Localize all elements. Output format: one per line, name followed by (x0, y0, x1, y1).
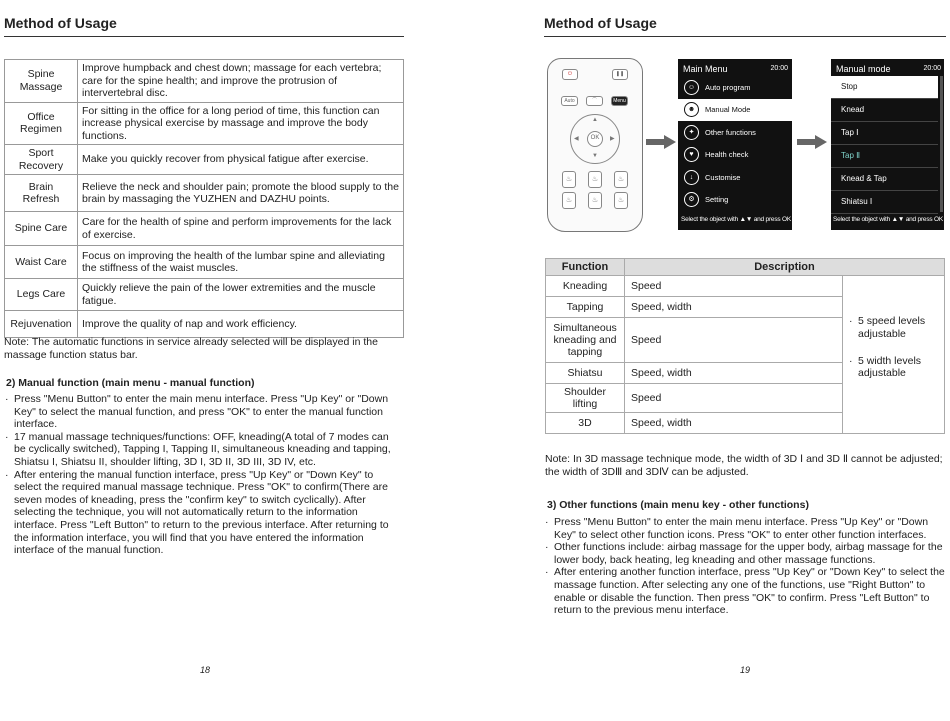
menu-item (678, 121, 792, 144)
shortcut-button: ♨ (588, 171, 602, 188)
manual-mode-list (831, 76, 938, 214)
program-description: Relieve the neck and shoulder pain; promote the blood supply to the brain by massaging the YUZHEN and DAZHU points. (78, 175, 404, 212)
right-heading-rule (544, 36, 946, 37)
description-cell: Speed, width (625, 413, 843, 434)
left-page-heading: Method of Usage (4, 15, 117, 31)
program-description: For sitting in the office for a long period of time, this function can increase physical exercise by massage and improve the body functions. (78, 102, 404, 145)
auto-button: Auto (561, 96, 578, 106)
function-cell: Shoulder lifting (546, 384, 625, 413)
screen-title: Manual mode (836, 64, 891, 74)
pause-button: ❚❚ (612, 69, 628, 80)
function-cell: Tapping (546, 297, 625, 318)
section2-bullet: · 17 manual massage techniques/functions: OFF, kneading(A total of 7 modes can be cyclically switched), Tapping I, Tapping II, simultaneous kneading and tapping, Shiatsu I, Shiatsu II, shoulder lifting, 3D I, 3D II, 3D III, 3D IV, etc. (5, 431, 400, 469)
table-row (5, 279, 404, 311)
right-note: Note: In 3D massage technique mode, the width of 3D Ⅰ and 3D Ⅱ cannot be adjusted; the width of 3DⅢ and 3DⅣ can be adjusted. (545, 453, 943, 478)
manual-function-table (545, 258, 945, 434)
manual-mode-item: Knead (831, 99, 938, 122)
menu-item (678, 76, 792, 99)
program-description: Improve the quality of nap and work efficiency. (78, 311, 404, 338)
main-menu-screen (678, 59, 792, 230)
program-name: Waist Care (5, 246, 78, 279)
menu-item-icon: ☺ (684, 80, 699, 95)
main-menu-list (678, 76, 792, 211)
section3-bullet: · Press "Menu Button" to enter the main menu interface. Press "Up Key" or "Down Key" to select other function icons. Press "OK" to enter other function interfaces. (545, 516, 945, 541)
right-page-heading: Method of Usage (544, 15, 657, 31)
program-name: Sport Recovery (5, 145, 78, 175)
recline-button: ⌒ (586, 96, 603, 106)
left-heading-rule (4, 36, 404, 37)
table-row (5, 246, 404, 279)
remote-control (547, 58, 643, 232)
table-row (5, 102, 404, 145)
dpad (570, 114, 620, 164)
program-name: Spine Massage (5, 60, 78, 103)
menu-button: Menu (611, 96, 628, 106)
left-arrow-icon: ◀ (574, 136, 579, 142)
screen-time: 20:00 (923, 65, 941, 72)
program-description: Quickly relieve the pain of the lower extremities and the muscle fatigue. (78, 279, 404, 311)
function-cell: Simultaneous kneading and tapping (546, 318, 625, 363)
description-cell: Speed (625, 318, 843, 363)
section3-bullet: · Other functions include: airbag massage for the upper body, airbag massage for the lower body, back heating, leg kneading and other massage functions. (545, 541, 945, 566)
menu-item-label: Auto program (705, 82, 751, 92)
description-cell: Speed (625, 384, 843, 413)
adjustment-notes (843, 276, 945, 434)
page-number-right: 19 (740, 665, 751, 675)
manual-mode-screen (831, 59, 944, 230)
section3-list (545, 516, 945, 617)
menu-item (678, 144, 792, 167)
screen-time: 20:00 (770, 65, 788, 72)
manual-mode-item: Tap Ⅰ (831, 122, 938, 145)
section3-bullet: · After entering another function interface, press "Up Key" or "Down Key" to select the massage function. After selecting any one of the functions, use "Right Button" to enable or disable the function. Then press "OK" to confirm. Press "Left Button" to return to the previous menu interface. (545, 566, 945, 616)
table-row (5, 60, 404, 103)
menu-item-label: Manual Mode (705, 105, 751, 115)
program-description: Make you quickly recover from physical fatigue after exercise. (78, 145, 404, 175)
table-row (546, 276, 945, 297)
manual-mode-item: Tap Ⅱ (831, 145, 938, 168)
power-button: ⏻ (562, 69, 578, 80)
program-description: Focus on improving the health of the lumbar spine and alleviating the stiffness of the waist muscles. (78, 246, 404, 279)
manual-mode-item: Stop (831, 76, 938, 99)
shortcut-button: ♨ (614, 171, 628, 188)
adjustment-note: · 5 speed levels adjustable (849, 315, 938, 340)
description-cell: Speed, width (625, 297, 843, 318)
table-row (5, 311, 404, 338)
left-note: Note: The automatic functions in service already selected will be displayed in the massage function status bar. (4, 336, 378, 361)
function-cell: 3D (546, 413, 625, 434)
arrow-right-icon (797, 135, 827, 149)
program-name: Brain Refresh (5, 175, 78, 212)
shortcut-button: ♨ (562, 171, 576, 188)
adjustment-note: · 5 width levels adjustable (849, 355, 938, 380)
manual-mode-item: Knead & Tap (831, 168, 938, 191)
down-arrow-icon: ▼ (592, 153, 598, 159)
arrow-right-icon (646, 135, 676, 149)
function-header: Function (546, 259, 625, 276)
description-header: Description (625, 259, 945, 276)
description-cell: Speed (625, 276, 843, 297)
description-cell: Speed, width (625, 363, 843, 384)
menu-item (678, 99, 792, 122)
section2-bullet: · Press "Menu Button" to enter the main menu interface. Press "Up Key" or "Down Key" to select the manual function, and press "OK" to enter the manual function interface. (5, 393, 400, 431)
function-cell: Shiatsu (546, 363, 625, 384)
right-arrow-icon: ▶ (610, 136, 615, 142)
shortcut-button: ♨ (614, 192, 628, 209)
program-name: Office Regimen (5, 102, 78, 145)
ok-button: OK (587, 131, 603, 147)
up-arrow-icon: ▲ (592, 117, 598, 123)
menu-item-icon: ☻ (684, 102, 699, 117)
page-number-left: 18 (200, 665, 211, 675)
table-row (5, 145, 404, 175)
program-description: Care for the health of spine and perform improvements for the lack of exercise. (78, 212, 404, 246)
screen-footer: Select the object with ▲▼ and press OK (833, 216, 944, 223)
menu-item-icon: ♥ (684, 147, 699, 162)
screen-title: Main Menu (683, 64, 728, 74)
section2-title: 2) Manual function (main menu - manual function) (6, 377, 255, 389)
section3-title: 3) Other functions (main menu key - other functions) (547, 499, 809, 511)
menu-item-label: Customise (705, 172, 741, 182)
menu-item-label: Other functions (705, 127, 756, 137)
section2-bullet: · After entering the manual function interface, press "Up Key" or "Down Key" to select the required manual massage technique. Press "OK" to confirm(There are seven modes of kneading, press the "confirm key" to switch cyclically). After selecting the technique, you will not automatically return to the information interface. Press "Left Button" to return to the previous interface. After returning to the information interface, you will find that you have entered the information interface of the manual function. (5, 469, 400, 557)
screen-footer: Select the object with ▲▼ and press OK (681, 216, 792, 223)
menu-item-icon: ✦ (684, 125, 699, 140)
scrollbar (940, 76, 943, 212)
shortcut-button: ♨ (588, 192, 602, 209)
menu-item-label: Health check (705, 150, 749, 160)
menu-item-label: Setting (705, 195, 729, 205)
menu-item-icon: ⚙ (684, 192, 699, 207)
section2-list (5, 393, 400, 557)
menu-item (678, 166, 792, 189)
program-name: Rejuvenation (5, 311, 78, 338)
function-cell: Kneading (546, 276, 625, 297)
table-row (5, 212, 404, 246)
program-name: Spine Care (5, 212, 78, 246)
menu-item-icon: ↓ (684, 170, 699, 185)
auto-program-table (4, 59, 404, 338)
menu-item (678, 189, 792, 212)
table-row (5, 175, 404, 212)
program-description: Improve humpback and chest down; massage for each vertebra; care for the spine health; and improve the protrusion of intervertebral disc. (78, 60, 404, 103)
manual-mode-item: Shiatsu Ⅰ (831, 191, 938, 214)
shortcut-button: ♨ (562, 192, 576, 209)
program-name: Legs Care (5, 279, 78, 311)
